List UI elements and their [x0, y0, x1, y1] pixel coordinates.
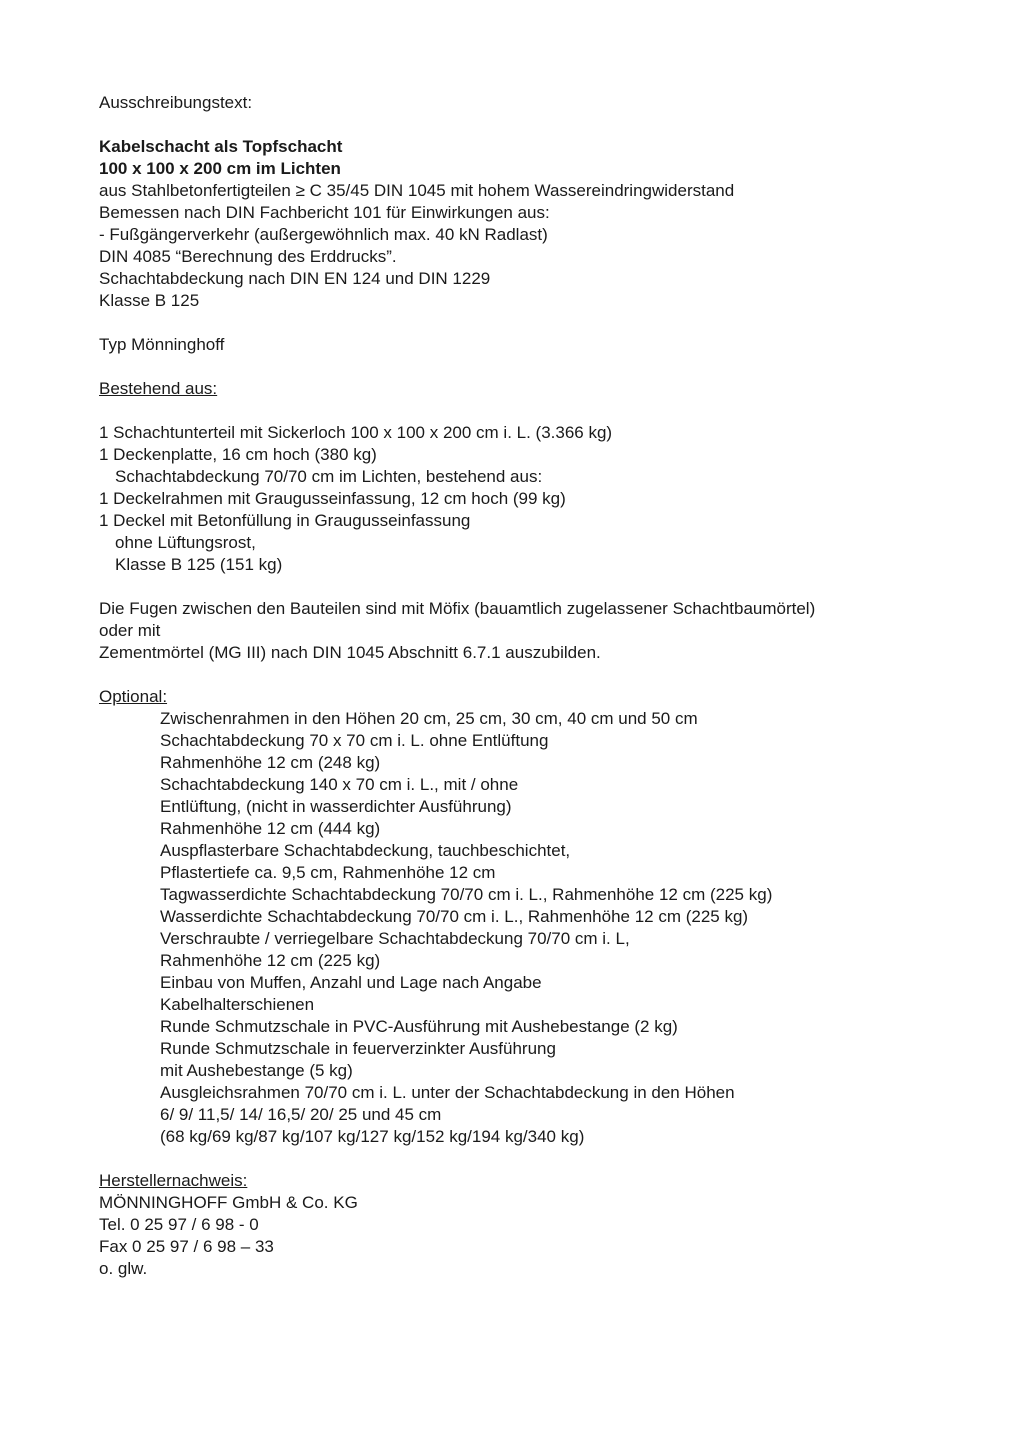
joints-line: Zementmörtel (MG III) nach DIN 1045 Abschnitt 6.7.1 auszubilden.	[99, 643, 601, 662]
optional-item: mit Aushebestange (5 kg)	[160, 1061, 353, 1080]
optional-item: Verschraubte / verriegelbare Schachtabdeckung 70/70 cm i. L,	[160, 929, 630, 948]
manufacturer-line: Fax 0 25 97 / 6 98 – 33	[99, 1237, 274, 1256]
spacer	[99, 400, 959, 422]
component-item: 1 Deckenplatte, 16 cm hoch (380 kg)	[99, 445, 377, 464]
manufacturer-line: MÖNNINGHOFF GmbH & Co. KG	[99, 1193, 358, 1212]
optional-item: Einbau von Muffen, Anzahl und Lage nach Angabe	[160, 973, 542, 992]
joints-line: Die Fugen zwischen den Bauteilen sind mit Möfix (bauamtlich zugelassener Schachtbaumörtel)	[99, 599, 816, 618]
components-heading: Bestehend aus:	[99, 379, 218, 398]
component-item: ohne Lüftungsrost,	[115, 533, 256, 552]
optional-item: Auspflasterbare Schachtabdeckung, tauchbeschichtet,	[160, 841, 571, 860]
manufacturer-line: Tel. 0 25 97 / 6 98 - 0	[99, 1215, 259, 1234]
component-item: 1 Deckelrahmen mit Graugusseinfassung, 12 cm hoch (99 kg)	[99, 489, 566, 508]
type-line: Typ Mönninghoff	[99, 335, 225, 354]
description-line: Bemessen nach DIN Fachbericht 101 für Einwirkungen aus:	[99, 203, 550, 222]
optional-item: Zwischenrahmen in den Höhen 20 cm, 25 cm, 30 cm, 40 cm und 50 cm	[160, 709, 698, 728]
joints-paragraph	[99, 598, 959, 664]
spacer	[99, 576, 959, 598]
intro-label: Ausschreibungstext:	[99, 93, 253, 112]
optional-item: Tagwasserdichte Schachtabdeckung 70/70 cm i. L., Rahmenhöhe 12 cm (225 kg)	[160, 885, 773, 904]
optional-heading: Optional:	[99, 687, 168, 706]
manufacturer-heading: Herstellernachweis:	[99, 1171, 248, 1190]
spacer	[99, 114, 959, 136]
description-line: DIN 4085 “Berechnung des Erddrucks”.	[99, 247, 397, 266]
optional-item: Kabelhalterschienen	[160, 995, 315, 1014]
components-list	[99, 422, 959, 576]
manufacturer-line: o. glw.	[99, 1259, 148, 1278]
optional-item: Pflastertiefe ca. 9,5 cm, Rahmenhöhe 12 cm	[160, 863, 496, 882]
optional-item: Ausgleichsrahmen 70/70 cm i. L. unter der Schachtabdeckung in den Höhen	[160, 1083, 735, 1102]
spacer	[99, 664, 959, 686]
title-line-2: 100 x 100 x 200 cm im Lichten	[99, 159, 341, 178]
optional-item: Rahmenhöhe 12 cm (444 kg)	[160, 819, 381, 838]
description-line: - Fußgängerverkehr (außergewöhnlich max. 40 kN Radlast)	[99, 225, 548, 244]
optional-list	[99, 708, 959, 1148]
joints-line: oder mit	[99, 621, 161, 640]
optional-item: Runde Schmutzschale in PVC-Ausführung mit Aushebestange (2 kg)	[160, 1017, 678, 1036]
manufacturer-block	[99, 1192, 959, 1280]
component-item: 1 Schachtunterteil mit Sickerloch 100 x 100 x 200 cm i. L. (3.366 kg)	[99, 423, 613, 442]
optional-item: 6/ 9/ 11,5/ 14/ 16,5/ 20/ 25 und 45 cm	[160, 1105, 442, 1124]
component-item: 1 Deckel mit Betonfüllung in Graugusseinfassung	[99, 511, 471, 530]
description-line: Klasse B 125	[99, 291, 200, 310]
document-page	[99, 92, 959, 1280]
description-block	[99, 180, 959, 312]
spacer	[99, 312, 959, 334]
optional-item: Wasserdichte Schachtabdeckung 70/70 cm i. L., Rahmenhöhe 12 cm (225 kg)	[160, 907, 749, 926]
spacer	[99, 1148, 959, 1170]
optional-item: Runde Schmutzschale in feuerverzinkter Ausführung	[160, 1039, 556, 1058]
component-item: Schachtabdeckung 70/70 cm im Lichten, bestehend aus:	[115, 467, 543, 486]
description-line: aus Stahlbetonfertigteilen ≥ C 35/45 DIN 1045 mit hohem Wassereindringwiderstand	[99, 181, 735, 200]
optional-item: Rahmenhöhe 12 cm (225 kg)	[160, 951, 381, 970]
title-line-1: Kabelschacht als Topfschacht	[99, 137, 343, 156]
optional-item: (68 kg/69 kg/87 kg/107 kg/127 kg/152 kg/194 kg/340 kg)	[160, 1127, 585, 1146]
optional-item: Rahmenhöhe 12 cm (248 kg)	[160, 753, 381, 772]
description-line: Schachtabdeckung nach DIN EN 124 und DIN 1229	[99, 269, 491, 288]
optional-item: Schachtabdeckung 140 x 70 cm i. L., mit / ohne	[160, 775, 519, 794]
component-item: Klasse B 125 (151 kg)	[115, 555, 283, 574]
optional-item: Entlüftung, (nicht in wasserdichter Ausführung)	[160, 797, 512, 816]
spacer	[99, 356, 959, 378]
optional-item: Schachtabdeckung 70 x 70 cm i. L. ohne Entlüftung	[160, 731, 549, 750]
